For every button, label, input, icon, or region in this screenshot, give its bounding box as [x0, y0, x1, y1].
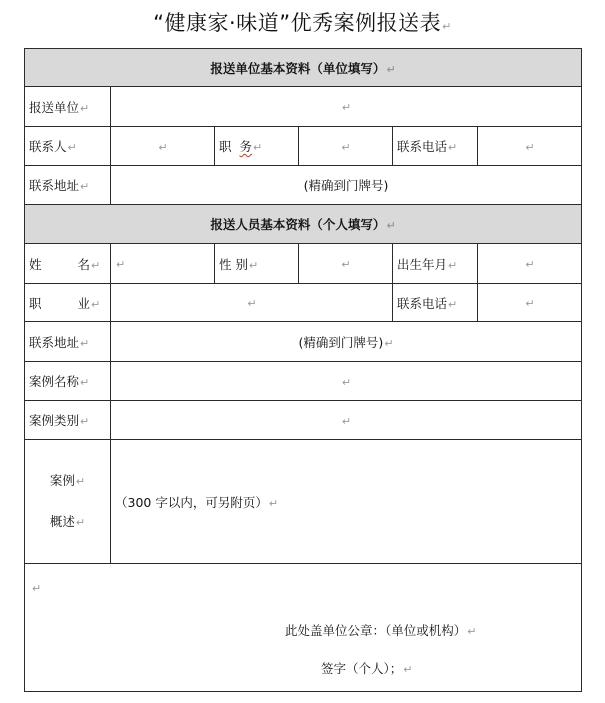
paragraph-mark-icon: ↵	[384, 336, 394, 350]
paragraph-mark-icon: ↵	[75, 515, 86, 529]
case-category-label-text: 案例类别	[29, 413, 80, 428]
paragraph-mark-icon: ↵	[525, 297, 535, 310]
unit-name-label	[25, 87, 111, 127]
paragraph-mark-icon: ↵	[341, 375, 352, 389]
paragraph-mark-icon: ↵	[341, 258, 351, 271]
unit-address-label-text: 联系地址	[29, 178, 80, 193]
birth-label	[393, 244, 478, 284]
unit-section-heading	[25, 49, 582, 87]
unit-phone-label	[393, 127, 478, 166]
paragraph-mark-icon: ↵	[525, 258, 535, 271]
gender-label	[215, 244, 299, 284]
paragraph-mark-icon: ↵	[80, 336, 90, 350]
gender-label-text: 性 别	[219, 256, 248, 272]
paragraph-mark-icon: ↵	[75, 474, 86, 488]
name-field[interactable]	[111, 244, 215, 284]
case-name-label	[25, 362, 111, 401]
form-title	[0, 8, 605, 42]
seal-signature-area[interactable]	[25, 564, 582, 692]
contact-person-label	[25, 127, 111, 166]
personal-phone-label	[393, 284, 478, 322]
position-label-part1: 职	[219, 139, 232, 154]
seal-text: 此处盖单位公章：（单位或机构）	[285, 623, 467, 638]
unit-name-field[interactable]	[111, 87, 582, 127]
form-title-text: “健康家·味道”优秀案例报送表	[153, 11, 442, 35]
personal-address-hint: (精确到门牌号)	[298, 334, 384, 350]
name-label-part1: 姓	[29, 256, 42, 272]
contact-person-label-text: 联系人	[29, 139, 67, 154]
occupation-label-part1: 职	[29, 295, 42, 311]
case-report-form	[24, 48, 582, 692]
paragraph-mark-icon: ↵	[448, 258, 458, 272]
gender-field[interactable]	[299, 244, 393, 284]
personal-phone-field[interactable]	[478, 284, 582, 322]
contact-person-field[interactable]	[111, 127, 215, 166]
case-overview-field[interactable]	[111, 440, 582, 564]
paragraph-mark-icon: ↵	[268, 496, 279, 510]
case-overview-label-line2: 概述	[49, 513, 75, 529]
position-label	[215, 127, 299, 166]
paragraph-mark-icon: ↵	[341, 414, 352, 428]
paragraph-mark-icon: ↵	[80, 180, 90, 193]
personal-section-heading	[25, 205, 582, 244]
personal-phone-label-text: 联系电话	[397, 295, 448, 311]
paragraph-mark-icon: ↵	[91, 297, 101, 311]
paragraph-mark-icon: ↵	[341, 140, 351, 154]
paragraph-mark-icon: ↵	[80, 101, 90, 115]
paragraph-mark-icon: ↵	[247, 297, 257, 310]
unit-address-hint: (精确到门牌号)	[303, 178, 389, 193]
personal-address-field[interactable]	[111, 322, 582, 362]
position-label-part2: 务	[239, 139, 253, 154]
paragraph-mark-icon: ↵	[80, 376, 90, 389]
case-name-field[interactable]	[111, 362, 582, 401]
paragraph-mark-icon: ↵	[67, 141, 77, 154]
birth-label-text: 出生年月	[397, 256, 448, 272]
seal-line	[285, 621, 476, 639]
personal-address-label-text: 联系地址	[29, 334, 80, 350]
paragraph-mark-icon: ↵	[448, 141, 458, 154]
case-overview-label-line1: 案例	[49, 472, 75, 488]
paragraph-mark-icon: ↵	[525, 140, 535, 154]
personal-address-label	[25, 322, 111, 362]
paragraph-mark-icon: ↵	[32, 582, 42, 595]
paragraph-mark-icon: ↵	[91, 258, 101, 272]
unit-section-heading-text: 报送单位基本资料（单位填写）	[210, 60, 386, 76]
paragraph-mark-icon: ↵	[116, 258, 126, 271]
case-category-label	[25, 401, 111, 440]
case-overview-label	[25, 440, 111, 564]
personal-section-heading-text: 报送人员基本资料（个人填写）	[210, 217, 386, 232]
paragraph-mark-icon: ↵	[448, 297, 458, 311]
paragraph-mark-icon: ↵	[248, 258, 259, 272]
case-overview-hint: （300 字以内，可另附页）	[115, 494, 268, 510]
paragraph-mark-icon: ↵	[442, 20, 452, 33]
paragraph-mark-icon: ↵	[341, 101, 352, 114]
paragraph-mark-icon: ↵	[386, 62, 396, 76]
name-label	[25, 244, 111, 284]
paragraph-mark-icon: ↵	[386, 219, 396, 232]
occupation-label-part2: 业	[77, 295, 91, 311]
signature-line	[321, 659, 412, 677]
name-label-part2: 名	[77, 256, 91, 272]
position-field[interactable]	[299, 127, 393, 166]
occupation-label	[25, 284, 111, 322]
unit-name-label-text: 报送单位	[29, 99, 80, 115]
birth-field[interactable]	[478, 244, 582, 284]
unit-phone-field[interactable]	[478, 127, 582, 166]
occupation-field[interactable]	[111, 284, 393, 322]
signature-text: 签字（个人）；	[321, 661, 403, 676]
unit-phone-label-text: 联系电话	[397, 139, 448, 154]
paragraph-mark-icon: ↵	[80, 415, 90, 428]
paragraph-mark-icon: ↵	[158, 140, 168, 154]
paragraph-mark-icon: ↵	[253, 141, 263, 154]
case-name-label-text: 案例名称	[29, 374, 80, 389]
unit-address-label	[25, 166, 111, 205]
paragraph-mark-icon: ↵	[403, 663, 413, 676]
unit-address-field[interactable]	[111, 166, 582, 205]
case-category-field[interactable]	[111, 401, 582, 440]
paragraph-mark-icon: ↵	[467, 625, 477, 638]
